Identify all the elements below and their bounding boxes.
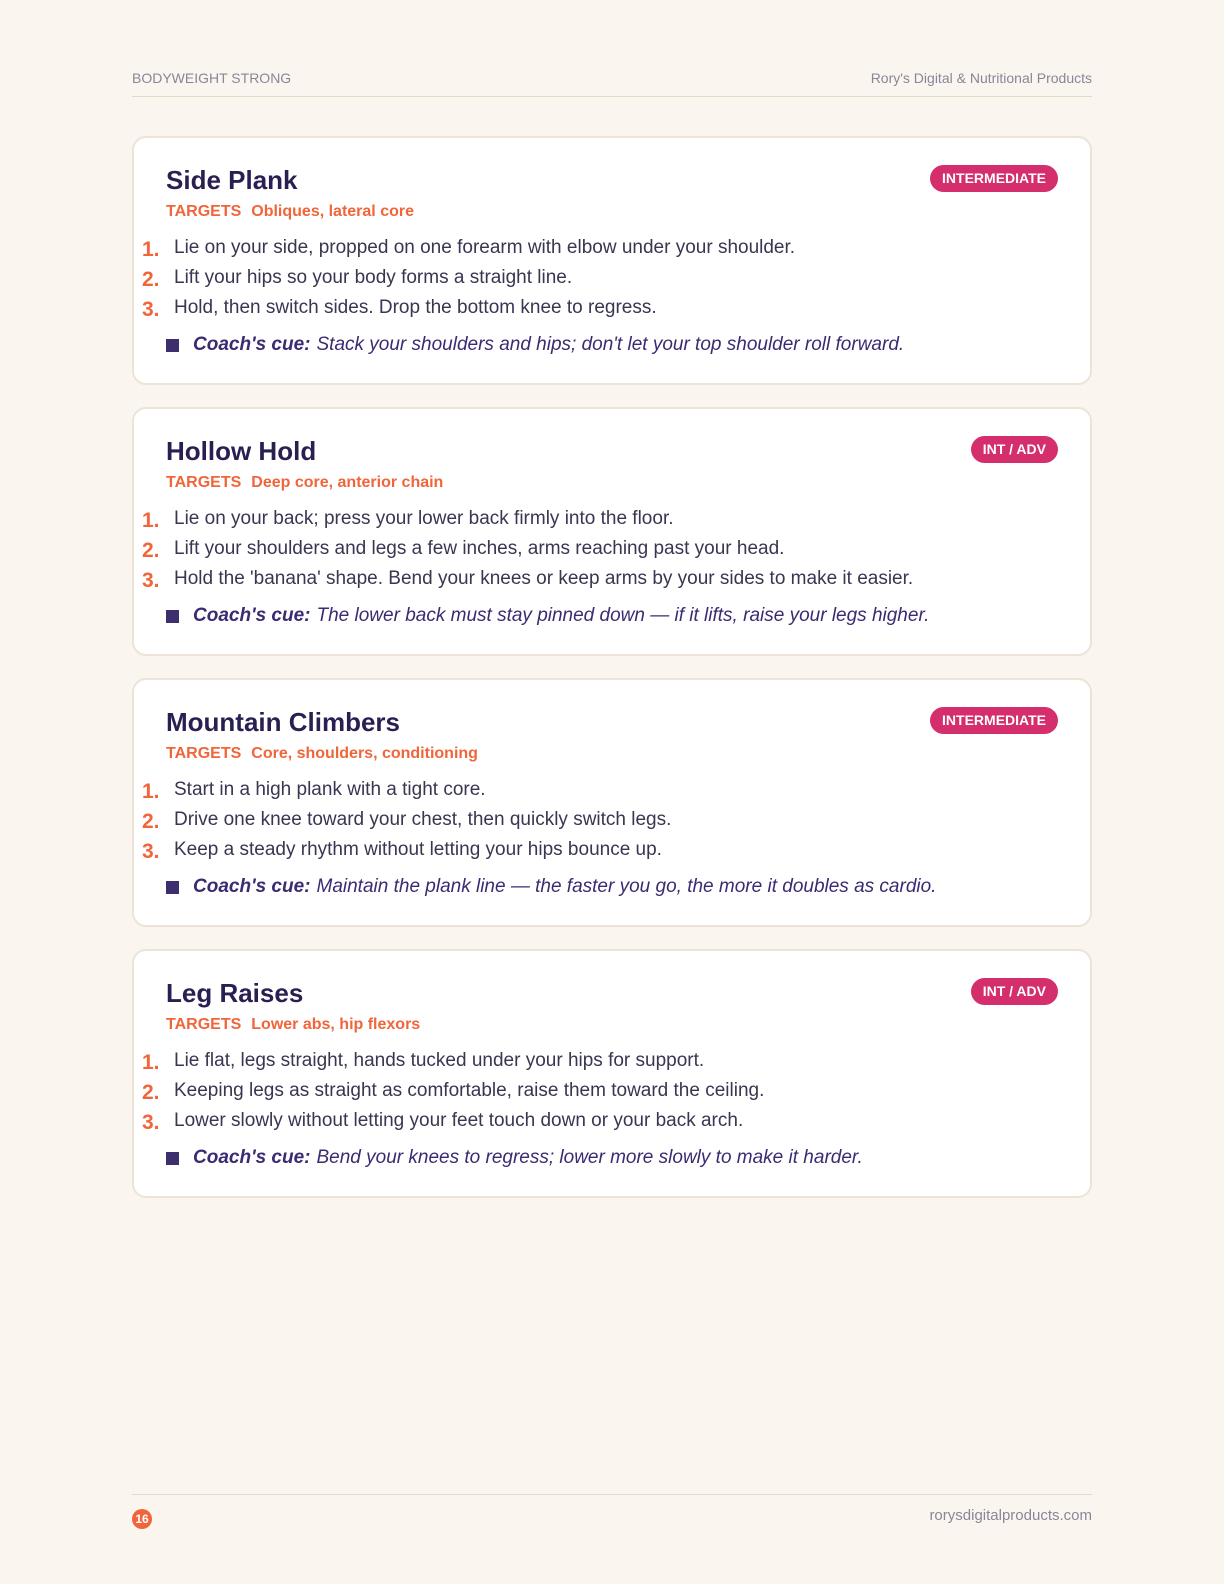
step-number: 3. (142, 840, 160, 863)
coach-cue (166, 1145, 1058, 1171)
publisher-name: Rory's Digital & Nutritional Products (870, 70, 1092, 86)
step-text: Lift your hips so your body forms a straight line. (174, 267, 573, 288)
step-text: Lie flat, legs straight, hands tucked under your hips for support. (174, 1050, 705, 1071)
targets-label: TARGETS (166, 203, 242, 220)
page-number-badge: 16 (132, 1509, 152, 1529)
difficulty-badge: INTERMEDIATE (930, 707, 1058, 734)
square-bullet-icon (166, 339, 179, 352)
coach-cue (166, 874, 1058, 900)
step-text: Lie on your back; press your lower back firmly into the floor. (174, 508, 674, 529)
exercise-title: Side Plank (166, 165, 298, 195)
step-text: Lift your shoulders and legs a few inches, arms reaching past your head. (174, 538, 785, 559)
exercise-title: Leg Raises (166, 978, 304, 1008)
step-item (142, 533, 1058, 563)
cue-text: Maintain the plank line — the faster you go, the more it doubles as cardio. (316, 876, 937, 897)
difficulty-badge: INT / ADV (971, 436, 1058, 463)
step-number: 2. (142, 268, 160, 291)
step-number: 1. (142, 1051, 160, 1074)
step-text: Hold, then switch sides. Drop the bottom knee to regress. (174, 297, 657, 318)
cue-text: The lower back must stay pinned down — if it lifts, raise your legs higher. (316, 605, 930, 626)
step-item (142, 292, 1058, 322)
step-item (142, 834, 1058, 864)
targets-line (166, 202, 1058, 222)
targets-value: Core, shoulders, conditioning (251, 745, 478, 762)
targets-value: Obliques, lateral core (251, 203, 414, 220)
step-number: 2. (142, 1081, 160, 1104)
steps-list (142, 1045, 1058, 1135)
step-number: 1. (142, 780, 160, 803)
step-item (142, 262, 1058, 292)
exercise-card (132, 949, 1092, 1198)
step-text: Drive one knee toward your chest, then quickly switch legs. (174, 809, 672, 830)
step-item (142, 804, 1058, 834)
step-item (142, 563, 1058, 593)
steps-list (142, 774, 1058, 864)
step-number: 3. (142, 569, 160, 592)
cue-label: Coach's cue: (193, 334, 311, 355)
cue-label: Coach's cue: (193, 876, 311, 897)
cue-text: Stack your shoulders and hips; don't let your top shoulder roll forward. (316, 334, 905, 355)
cue-label: Coach's cue: (193, 605, 311, 626)
cue-label: Coach's cue: (193, 1147, 311, 1168)
page-header (132, 70, 1092, 97)
targets-label: TARGETS (166, 745, 242, 762)
coach-cue (166, 332, 1058, 358)
step-number: 1. (142, 238, 160, 261)
step-number: 3. (142, 298, 160, 321)
targets-line (166, 473, 1058, 493)
step-item (142, 774, 1058, 804)
targets-value: Lower abs, hip flexors (251, 1016, 421, 1033)
exercise-card (132, 407, 1092, 656)
steps-list (142, 503, 1058, 593)
difficulty-badge: INTERMEDIATE (930, 165, 1058, 192)
step-text: Lie on your side, propped on one forearm with elbow under your shoulder. (174, 237, 796, 258)
square-bullet-icon (166, 1152, 179, 1165)
steps-list (142, 232, 1058, 322)
step-item (142, 503, 1058, 533)
book-title: BODYWEIGHT STRONG (132, 70, 292, 86)
targets-line (166, 744, 1058, 764)
step-number: 1. (142, 509, 160, 532)
step-item (142, 1075, 1058, 1105)
step-number: 2. (142, 539, 160, 562)
exercise-card (132, 136, 1092, 385)
targets-line (166, 1015, 1058, 1035)
step-text: Lower slowly without letting your feet touch down or your back arch. (174, 1110, 744, 1131)
step-text: Keep a steady rhythm without letting your hips bounce up. (174, 839, 662, 860)
square-bullet-icon (166, 610, 179, 623)
targets-label: TARGETS (166, 474, 242, 491)
exercise-title: Mountain Climbers (166, 707, 401, 737)
step-item (142, 1045, 1058, 1075)
coach-cue (166, 603, 1058, 629)
step-number: 2. (142, 810, 160, 833)
square-bullet-icon (166, 881, 179, 894)
targets-value: Deep core, anterior chain (251, 474, 444, 491)
targets-label: TARGETS (166, 1016, 242, 1033)
cue-text: Bend your knees to regress; lower more slowly to make it harder. (316, 1147, 863, 1168)
step-item (142, 232, 1058, 262)
step-text: Hold the 'banana' shape. Bend your knees or keep arms by your sides to make it easier. (174, 568, 914, 589)
exercise-title: Hollow Hold (166, 436, 317, 466)
page-footer (132, 1494, 1092, 1529)
exercise-card (132, 678, 1092, 927)
step-text: Keeping legs as straight as comfortable, raise them toward the ceiling. (174, 1080, 765, 1101)
exercise-list (132, 136, 1092, 1220)
step-item (142, 1105, 1058, 1135)
step-text: Start in a high plank with a tight core. (174, 779, 486, 800)
website-link[interactable]: rorysdigitalproducts.com (929, 1506, 1092, 1524)
step-number: 3. (142, 1111, 160, 1134)
difficulty-badge: INT / ADV (971, 978, 1058, 1005)
